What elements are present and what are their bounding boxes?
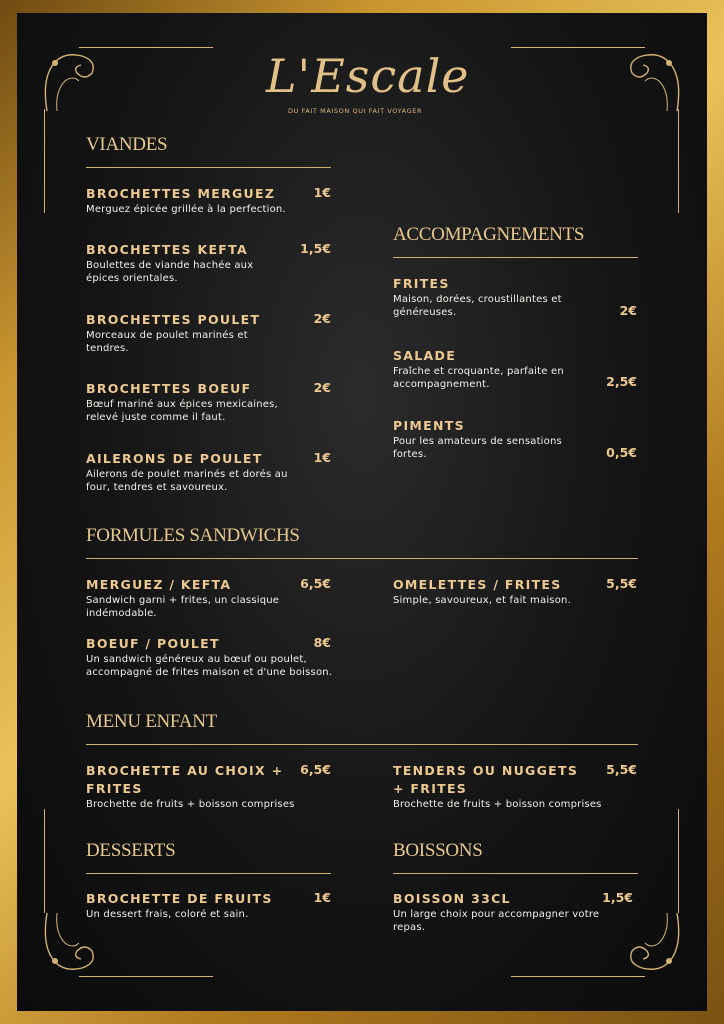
item-price: 2€ xyxy=(619,303,637,318)
item-name: BROCHETTES MERGUEZ xyxy=(86,186,276,201)
frame-line-left-top xyxy=(44,109,45,213)
item-desc: Merguez épicée grillée à la perfection. xyxy=(86,204,286,215)
item-desc: Simple, savoureux, et fait maison. xyxy=(393,595,571,606)
item-desc: Maison, dorées, croustillantes et généreuses. xyxy=(393,294,562,318)
item-price: 1€ xyxy=(313,185,331,200)
section-title-boissons: BOISSONS xyxy=(393,840,483,861)
item-name: BROCHETTES POULET xyxy=(86,312,261,327)
item-price: 6,5€ xyxy=(300,576,331,591)
item-name: BROCHETTE DE FRUITS xyxy=(86,891,273,906)
frame-line-bottom-left xyxy=(79,976,213,977)
section-rule xyxy=(86,558,638,559)
item-price: 5,5€ xyxy=(606,762,637,777)
item-name: BROCHETTES BOEUF xyxy=(86,381,252,396)
item-price: 8€ xyxy=(313,635,331,650)
item-desc: Sandwich garni + frites, un classique indémodable. xyxy=(86,595,280,619)
menu-board xyxy=(17,13,707,1011)
item-price: 2,5€ xyxy=(606,374,637,389)
corner-ornament-top-right-icon xyxy=(607,41,687,121)
frame-line-left-bottom xyxy=(44,809,45,913)
item-desc: Morceaux de poulet marinés et tendres. xyxy=(86,330,248,354)
item-desc: Ailerons de poulet marinés et dorés au four, tendres et savoureux. xyxy=(86,469,288,493)
item-desc: Fraîche et croquante, parfaite en accompagnement. xyxy=(393,366,564,390)
item-desc: Un large choix pour accompagner votre repas. xyxy=(393,909,600,933)
tagline: DU FAIT MAISON QUI FAIT VOYAGER xyxy=(288,107,423,115)
frame-line-bottom-right xyxy=(511,976,645,977)
item-name: OMELETTES / FRITES xyxy=(393,577,562,592)
frame-line-top-left xyxy=(79,47,213,48)
item-price: 2€ xyxy=(313,311,331,326)
section-title-formules: FORMULES SANDWICHS xyxy=(86,525,300,546)
frame-line-top-right xyxy=(511,47,645,48)
frame-line-right-top xyxy=(678,109,679,213)
section-rule xyxy=(393,257,638,258)
restaurant-title: L'Escale xyxy=(266,49,470,103)
section-title-accompagnements: ACCOMPAGNEMENTS xyxy=(393,224,585,245)
item-price: 2€ xyxy=(313,380,331,395)
item-name: SALADE xyxy=(393,348,457,363)
item-name: BOISSON 33CL xyxy=(393,891,511,906)
item-price: 6,5€ xyxy=(300,762,331,777)
item-name: AILERONS DE POULET xyxy=(86,451,263,466)
section-rule xyxy=(86,744,638,745)
section-rule xyxy=(393,873,638,874)
item-desc: Brochette de fruits + boisson comprises xyxy=(393,799,602,810)
section-title-desserts: DESSERTS xyxy=(86,840,176,861)
item-desc: Boulettes de viande hachée aux épices orientales. xyxy=(86,260,254,284)
item-price: 0,5€ xyxy=(606,445,637,460)
item-price: 1€ xyxy=(313,890,331,905)
item-desc: Un sandwich généreux au bœuf ou poulet, accompagné de frites maison et d'une boisson. xyxy=(86,654,333,678)
item-desc: Un dessert frais, coloré et sain. xyxy=(86,909,249,920)
item-price: 1€ xyxy=(313,450,331,465)
section-rule xyxy=(86,167,331,168)
section-rule xyxy=(86,873,331,874)
item-desc: Brochette de fruits + boisson comprises xyxy=(86,799,295,810)
item-name: BROCHETTE AU CHOIX + FRITES xyxy=(86,763,284,796)
section-title-viandes: VIANDES xyxy=(86,134,168,155)
item-name: FRITES xyxy=(393,276,450,291)
item-desc: Pour les amateurs de sensations fortes. xyxy=(393,436,562,460)
item-price: 1,5€ xyxy=(602,890,633,905)
corner-ornament-top-left-icon xyxy=(37,41,117,121)
item-desc: Bœuf mariné aux épices mexicaines, relevé juste comme il faut. xyxy=(86,399,278,423)
item-price: 5,5€ xyxy=(606,576,637,591)
item-price: 1,5€ xyxy=(300,241,331,256)
item-name: BOEUF / POULET xyxy=(86,636,220,651)
item-name: TENDERS OU NUGGETS + FRITES xyxy=(393,763,579,796)
item-name: BROCHETTES KEFTA xyxy=(86,242,248,257)
section-title-enfant: MENU ENFANT xyxy=(86,711,217,732)
item-name: MERGUEZ / KEFTA xyxy=(86,577,232,592)
item-name: PIMENTS xyxy=(393,418,465,433)
frame-line-right-bottom xyxy=(678,809,679,913)
